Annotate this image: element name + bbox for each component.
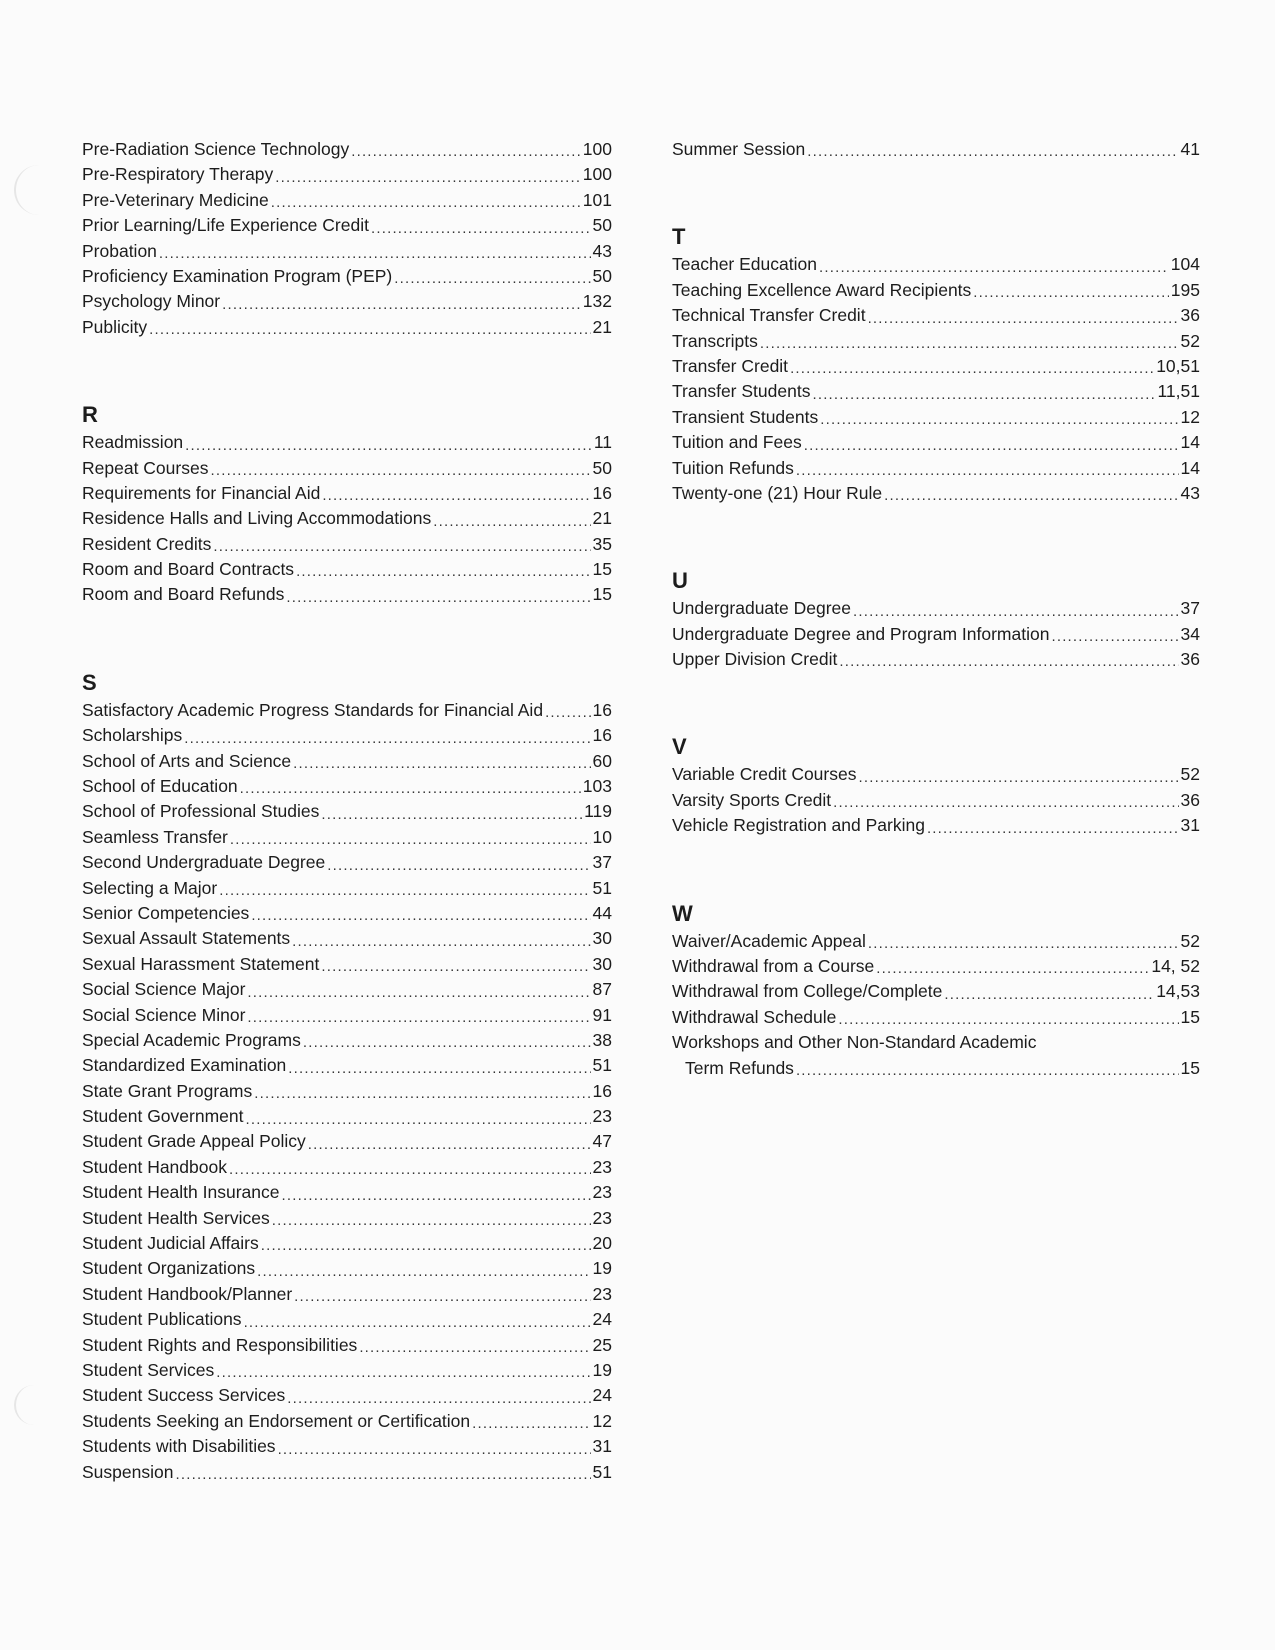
dot-leader bbox=[321, 799, 582, 824]
index-entry-label: Proficiency Examination Program (PEP) bbox=[82, 265, 393, 286]
section-gap bbox=[82, 340, 612, 378]
index-entry-label: Tuition Refunds bbox=[672, 457, 794, 478]
index-entry-page: 119 bbox=[584, 801, 612, 822]
index-entry-label: Twenty-one (21) Hour Rule bbox=[672, 482, 883, 503]
index-entry-label: Student Judicial Affairs bbox=[82, 1233, 259, 1254]
index-entry-label: Vehicle Registration and Parking bbox=[672, 815, 925, 836]
dot-leader bbox=[296, 557, 590, 582]
section-letter-heading: T bbox=[672, 224, 686, 250]
dot-leader bbox=[812, 379, 1155, 404]
dot-leader bbox=[858, 762, 1178, 787]
dot-leader bbox=[796, 456, 1179, 481]
index-entry-page: 15 bbox=[1180, 1057, 1200, 1078]
index-entry-label: Students Seeking an Endorsement or Certification bbox=[82, 1410, 471, 1431]
dot-leader bbox=[833, 788, 1178, 813]
dot-leader bbox=[322, 481, 590, 506]
dot-leader bbox=[796, 1056, 1179, 1081]
index-entry-label: Pre-Veterinary Medicine bbox=[82, 189, 269, 210]
index-entry-page: 87 bbox=[592, 979, 612, 1000]
index-entry bbox=[672, 813, 1200, 838]
index-entry bbox=[82, 213, 612, 238]
index-entry-label: Student Organizations bbox=[82, 1258, 256, 1279]
binder-hole-mark-bottom bbox=[14, 1385, 56, 1425]
dot-leader bbox=[1051, 622, 1178, 647]
index-entry bbox=[82, 188, 612, 213]
index-entry-label: Teaching Excellence Award Recipients bbox=[672, 279, 972, 300]
index-entry bbox=[82, 1358, 612, 1383]
index-entry bbox=[82, 1307, 612, 1332]
index-entry-label: Resident Credits bbox=[82, 533, 212, 554]
index-entry bbox=[82, 137, 612, 162]
index-entry-label: Variable Credit Courses bbox=[672, 764, 857, 785]
index-entry-page: 14 bbox=[1180, 457, 1200, 478]
index-entry-label: Sexual Harassment Statement bbox=[82, 953, 320, 974]
index-entry bbox=[82, 952, 612, 977]
dot-leader bbox=[245, 1104, 590, 1129]
index-entry bbox=[672, 481, 1200, 506]
dot-leader bbox=[819, 252, 1169, 277]
index-entry-label: Student Grade Appeal Policy bbox=[82, 1131, 306, 1152]
index-entry-page: 10 bbox=[592, 826, 612, 847]
index-entry-page: 100 bbox=[582, 164, 612, 185]
index-entry-label: Student Handbook bbox=[82, 1156, 227, 1177]
binder-hole-mark-top bbox=[14, 165, 56, 215]
dot-leader bbox=[159, 239, 591, 264]
index-entry bbox=[82, 582, 612, 607]
dot-leader bbox=[876, 954, 1149, 979]
index-entry-page: 60 bbox=[592, 750, 612, 771]
index-entry-page: 50 bbox=[592, 457, 612, 478]
index-entry bbox=[82, 1028, 612, 1053]
dot-leader bbox=[219, 876, 590, 901]
dot-leader bbox=[247, 977, 590, 1002]
index-entry bbox=[82, 901, 612, 926]
index-entry bbox=[672, 647, 1200, 672]
index-entry-page: 37 bbox=[1180, 598, 1200, 619]
index-entry-page: 16 bbox=[592, 482, 612, 503]
index-entry-page: 23 bbox=[592, 1283, 612, 1304]
index-entry-label: Senior Competencies bbox=[82, 902, 250, 923]
index-entry bbox=[672, 622, 1200, 647]
dot-leader bbox=[210, 456, 590, 481]
dot-leader bbox=[853, 596, 1179, 621]
index-entry-label: Student Health Insurance bbox=[82, 1182, 280, 1203]
dot-leader bbox=[230, 825, 591, 850]
dot-leader bbox=[472, 1409, 590, 1434]
index-entry-label: Probation bbox=[82, 240, 157, 261]
index-entry-page: 35 bbox=[592, 533, 612, 554]
dot-leader bbox=[240, 774, 581, 799]
dot-leader bbox=[292, 926, 590, 951]
index-entry-label: Psychology Minor bbox=[82, 291, 221, 312]
index-entry bbox=[672, 979, 1200, 1004]
index-entry-page: 30 bbox=[592, 928, 612, 949]
index-entry-label: Social Science Minor bbox=[82, 1004, 246, 1025]
index-entry-label: Room and Board Contracts bbox=[82, 559, 295, 580]
index-entry-page: 101 bbox=[582, 189, 612, 210]
index-entry-label: Scholarships bbox=[82, 725, 183, 746]
index-entry-label: Undergraduate Degree bbox=[672, 598, 852, 619]
index-entry bbox=[672, 137, 1200, 162]
index-entry-label: Teacher Education bbox=[672, 254, 817, 275]
dot-leader bbox=[278, 1434, 591, 1459]
index-entry bbox=[82, 1180, 612, 1205]
index-entry-page: 12 bbox=[1180, 406, 1200, 427]
index-entry-label: Student Success Services bbox=[82, 1385, 286, 1406]
index-entry-page: 132 bbox=[582, 291, 612, 312]
index-entry-label: Satisfactory Academic Progress Standards for Financial Aid bbox=[82, 699, 544, 720]
index-entry bbox=[672, 929, 1200, 954]
dot-leader bbox=[944, 979, 1154, 1004]
index-entry-page: 15 bbox=[592, 584, 612, 605]
dot-leader bbox=[293, 749, 590, 774]
index-entry bbox=[82, 481, 612, 506]
index-entry-page: 44 bbox=[592, 902, 612, 923]
dot-leader bbox=[254, 1079, 590, 1104]
index-entry-label: Seamless Transfer bbox=[82, 826, 228, 847]
index-entry-label: Transfer Students bbox=[672, 381, 811, 402]
index-entry-label: Student Publications bbox=[82, 1309, 242, 1330]
index-entry-page: 23 bbox=[592, 1106, 612, 1127]
index-entry-page: 19 bbox=[592, 1258, 612, 1279]
index-entry bbox=[82, 1282, 612, 1307]
index-entry-page: 24 bbox=[592, 1309, 612, 1330]
dot-leader bbox=[303, 1028, 591, 1053]
index-entry-page: 47 bbox=[592, 1131, 612, 1152]
index-entry-page: 23 bbox=[592, 1156, 612, 1177]
section-letter-heading: W bbox=[672, 900, 693, 926]
index-entry-page: 16 bbox=[592, 1080, 612, 1101]
section-gap bbox=[672, 162, 1200, 200]
index-entry bbox=[672, 456, 1200, 481]
index-entry-page: 51 bbox=[592, 877, 612, 898]
index-entry-label: Transfer Credit bbox=[672, 355, 789, 376]
index-entry bbox=[672, 354, 1200, 379]
index-entry bbox=[672, 596, 1200, 621]
dot-leader bbox=[222, 289, 581, 314]
index-entry bbox=[82, 926, 612, 951]
index-entry-page: 10,51 bbox=[1156, 355, 1200, 376]
index-entry-label: Workshops and Other Non-Standard Academic bbox=[672, 1032, 1037, 1053]
index-entry-label: Selecting a Major bbox=[82, 877, 218, 898]
index-entry bbox=[82, 1206, 612, 1231]
index-entry-page: 23 bbox=[592, 1207, 612, 1228]
index-entry-label: Requirements for Financial Aid bbox=[82, 482, 321, 503]
dot-leader bbox=[272, 1206, 591, 1231]
index-entry-page: 19 bbox=[592, 1360, 612, 1380]
index-entry bbox=[82, 1104, 612, 1129]
index-entry-label: Social Science Major bbox=[82, 979, 246, 1000]
index-entry-label-continued: Term Refunds bbox=[685, 1057, 794, 1078]
index-entry bbox=[82, 1053, 612, 1078]
index-entry bbox=[672, 278, 1200, 303]
dot-leader bbox=[371, 213, 591, 238]
section-letter-heading: V bbox=[672, 734, 687, 760]
index-entry-page: 37 bbox=[592, 852, 612, 873]
index-entry bbox=[82, 1079, 612, 1104]
index-entry bbox=[82, 1155, 612, 1180]
index-entry-label: School of Arts and Science bbox=[82, 750, 292, 771]
index-entry-label: Repeat Courses bbox=[82, 457, 209, 478]
index-entry-page: 24 bbox=[592, 1385, 612, 1406]
index-entry-label: Tuition and Fees bbox=[672, 432, 802, 453]
dot-leader bbox=[288, 1053, 590, 1078]
dot-leader bbox=[275, 162, 581, 187]
index-entry-page: 51 bbox=[592, 1461, 612, 1482]
index-entry-label: Withdrawal Schedule bbox=[672, 1006, 837, 1027]
index-entry-label: Withdrawal from College/Complete bbox=[672, 981, 943, 1002]
index-entry bbox=[672, 1005, 1200, 1030]
dot-leader bbox=[261, 1231, 591, 1256]
index-entry bbox=[672, 303, 1200, 328]
dot-leader bbox=[286, 582, 590, 607]
index-entry-page: 15 bbox=[592, 559, 612, 580]
index-entry-label: Student Government bbox=[82, 1106, 244, 1127]
index-entry-page: 31 bbox=[592, 1436, 612, 1457]
index-entry-page: 195 bbox=[1170, 279, 1200, 300]
dot-leader bbox=[213, 532, 590, 557]
index-column-left bbox=[82, 137, 612, 1485]
dot-leader bbox=[185, 430, 592, 455]
index-entry-label: Withdrawal from a Course bbox=[672, 956, 875, 977]
dot-leader bbox=[820, 405, 1178, 430]
index-entry-page: 41 bbox=[1180, 138, 1200, 159]
index-entry bbox=[672, 430, 1200, 455]
index-entry bbox=[82, 774, 612, 799]
section-letter-heading: R bbox=[82, 402, 98, 428]
dot-leader bbox=[545, 698, 590, 723]
dot-leader bbox=[868, 303, 1179, 328]
index-entry-label: Publicity bbox=[82, 316, 148, 337]
section-gap bbox=[672, 506, 1200, 544]
index-entry-page: 43 bbox=[592, 240, 612, 261]
index-entry bbox=[82, 1231, 612, 1256]
dot-leader bbox=[247, 1003, 590, 1028]
dot-leader bbox=[184, 723, 590, 748]
index-entry-page: 12 bbox=[592, 1410, 612, 1431]
index-entry-label: School of Education bbox=[82, 776, 238, 797]
index-entry-label: Student Health Services bbox=[82, 1207, 270, 1228]
dot-leader bbox=[282, 1180, 591, 1205]
index-entry-label: Readmission bbox=[82, 432, 184, 453]
index-entry-page: 104 bbox=[1170, 254, 1200, 275]
dot-leader bbox=[294, 1282, 590, 1307]
dot-leader bbox=[760, 329, 1179, 354]
index-entry-page: 50 bbox=[592, 215, 612, 236]
index-entry-page: 36 bbox=[1180, 649, 1200, 670]
index-entry-page: 14, 52 bbox=[1151, 956, 1200, 977]
dot-leader bbox=[394, 264, 590, 289]
index-entry-page: 16 bbox=[592, 725, 612, 746]
index-column-right bbox=[672, 137, 1200, 1081]
index-entry-label: Transient Students bbox=[672, 406, 819, 427]
index-entry-page: 103 bbox=[582, 776, 612, 797]
index-entry bbox=[82, 289, 612, 314]
index-entry bbox=[82, 1333, 612, 1358]
index-entry bbox=[82, 825, 612, 850]
index-entry bbox=[82, 1434, 612, 1459]
index-entry-page: 100 bbox=[582, 138, 612, 159]
dot-leader bbox=[839, 647, 1178, 672]
index-entry-label: Sexual Assault Statements bbox=[82, 928, 291, 949]
index-entry-label: Special Academic Programs bbox=[82, 1029, 301, 1050]
index-entry bbox=[672, 954, 1200, 979]
section-gap bbox=[82, 608, 612, 646]
dot-leader bbox=[973, 278, 1169, 303]
index-entry bbox=[672, 788, 1200, 813]
index-entry-page: 11 bbox=[593, 432, 612, 453]
index-entry bbox=[82, 799, 612, 824]
index-entry-page: 20 bbox=[592, 1233, 612, 1254]
index-entry-page: 23 bbox=[592, 1182, 612, 1203]
index-entry-label: Student Services bbox=[82, 1360, 215, 1380]
index-entry bbox=[672, 762, 1200, 787]
index-entry-label: Room and Board Refunds bbox=[82, 584, 285, 605]
index-entry-label: Pre-Radiation Science Technology bbox=[82, 138, 350, 159]
index-entry bbox=[82, 430, 612, 455]
index-entry-page: 11,51 bbox=[1157, 381, 1200, 402]
index-entry bbox=[672, 405, 1200, 430]
index-entry bbox=[82, 698, 612, 723]
dot-leader bbox=[327, 850, 590, 875]
index-entry bbox=[82, 557, 612, 582]
dot-leader bbox=[229, 1155, 591, 1180]
index-entry-label: Summer Session bbox=[672, 138, 806, 159]
index-entry bbox=[82, 1409, 612, 1434]
index-entry bbox=[82, 1383, 612, 1408]
dot-leader bbox=[884, 481, 1178, 506]
section-letter-heading: S bbox=[82, 669, 97, 695]
index-entry-page: 36 bbox=[1180, 305, 1200, 326]
dot-leader bbox=[149, 315, 590, 340]
index-entry-page: 31 bbox=[1180, 815, 1200, 836]
index-entry-label: Undergraduate Degree and Program Information bbox=[672, 623, 1050, 644]
index-entry bbox=[82, 264, 612, 289]
index-entry bbox=[82, 850, 612, 875]
index-entry bbox=[82, 876, 612, 901]
index-entry bbox=[82, 162, 612, 187]
index-entry-page: 15 bbox=[1180, 1006, 1200, 1027]
index-entry-label: State Grant Programs bbox=[82, 1080, 253, 1101]
index-entry-page: 51 bbox=[592, 1055, 612, 1076]
dot-leader bbox=[251, 901, 590, 926]
index-entry-page: 14,53 bbox=[1156, 981, 1200, 1002]
index-entry-page: 43 bbox=[1180, 482, 1200, 503]
dot-leader bbox=[868, 929, 1179, 954]
dot-leader bbox=[359, 1333, 590, 1358]
index-entry-page: 25 bbox=[592, 1334, 612, 1355]
dot-leader bbox=[257, 1256, 590, 1281]
index-entry-page: 52 bbox=[1180, 330, 1200, 351]
index-entry bbox=[82, 1460, 612, 1485]
dot-leader bbox=[807, 137, 1178, 162]
index-entry-label: Transcripts bbox=[672, 330, 758, 351]
dot-leader bbox=[175, 1460, 590, 1485]
index-entry-page: 52 bbox=[1180, 930, 1200, 951]
index-entry-label: Prior Learning/Life Experience Credit bbox=[82, 215, 369, 236]
index-entry bbox=[82, 506, 612, 531]
section-gap bbox=[672, 839, 1200, 877]
index-entry-page: 52 bbox=[1180, 764, 1200, 785]
index-entry-label: Standardized Examination bbox=[82, 1055, 287, 1076]
index-entry-label: Upper Division Credit bbox=[672, 649, 838, 670]
index-entry-label: Technical Transfer Credit bbox=[672, 305, 866, 326]
index-entry bbox=[82, 977, 612, 1002]
index-entry bbox=[82, 1003, 612, 1028]
index-entry-page: 36 bbox=[1180, 789, 1200, 810]
dot-leader bbox=[308, 1130, 591, 1155]
index-entry-page: 21 bbox=[592, 316, 612, 337]
dot-leader bbox=[790, 354, 1154, 379]
section-gap bbox=[672, 672, 1200, 710]
index-entry bbox=[672, 252, 1200, 277]
index-entry bbox=[82, 532, 612, 557]
index-entry-label: Residence Halls and Living Accommodations bbox=[82, 508, 432, 529]
dot-leader bbox=[351, 137, 581, 162]
index-entry bbox=[672, 329, 1200, 354]
dot-leader bbox=[321, 952, 590, 977]
index-entry-label: Students with Disabilities bbox=[82, 1436, 276, 1457]
index-entry-label: Second Undergraduate Degree bbox=[82, 852, 326, 873]
index-entry-page: 21 bbox=[592, 508, 612, 529]
index-entry bbox=[82, 749, 612, 774]
dot-leader bbox=[927, 813, 1179, 838]
index-entry-page: 14 bbox=[1180, 432, 1200, 453]
index-entry-label: Waiver/Academic Appeal bbox=[672, 930, 866, 951]
section-letter-heading: U bbox=[672, 568, 688, 594]
index-entry-page: 50 bbox=[592, 265, 612, 286]
index-entry-label: Pre-Respiratory Therapy bbox=[82, 164, 274, 185]
index-entry bbox=[672, 379, 1200, 404]
index-entry bbox=[82, 1130, 612, 1155]
index-entry-label: Varsity Sports Credit bbox=[672, 789, 832, 810]
index-entry bbox=[82, 456, 612, 481]
dot-leader bbox=[804, 430, 1179, 455]
dot-leader bbox=[216, 1358, 590, 1383]
dot-leader bbox=[271, 188, 581, 213]
index-entry-label: School of Professional Studies bbox=[82, 801, 320, 822]
index-entry-label: Student Rights and Responsibilities bbox=[82, 1334, 358, 1355]
index-entry bbox=[82, 1256, 612, 1281]
index-entry-page: 91 bbox=[592, 1004, 612, 1025]
dot-leader bbox=[287, 1383, 590, 1408]
index-entry-label: Suspension bbox=[82, 1461, 174, 1482]
index-entry bbox=[672, 1030, 1200, 1081]
index-entry bbox=[82, 315, 612, 340]
index-entry-page: 38 bbox=[592, 1029, 612, 1050]
index-entry bbox=[82, 239, 612, 264]
index-entry-page: 16 bbox=[592, 699, 612, 720]
dot-leader bbox=[433, 506, 590, 531]
index-entry-page: 30 bbox=[592, 953, 612, 974]
dot-leader bbox=[244, 1307, 591, 1332]
dot-leader bbox=[838, 1005, 1178, 1030]
index-entry-label: Student Handbook/Planner bbox=[82, 1283, 293, 1304]
index-entry-page: 34 bbox=[1180, 623, 1200, 644]
index-entry bbox=[82, 723, 612, 748]
